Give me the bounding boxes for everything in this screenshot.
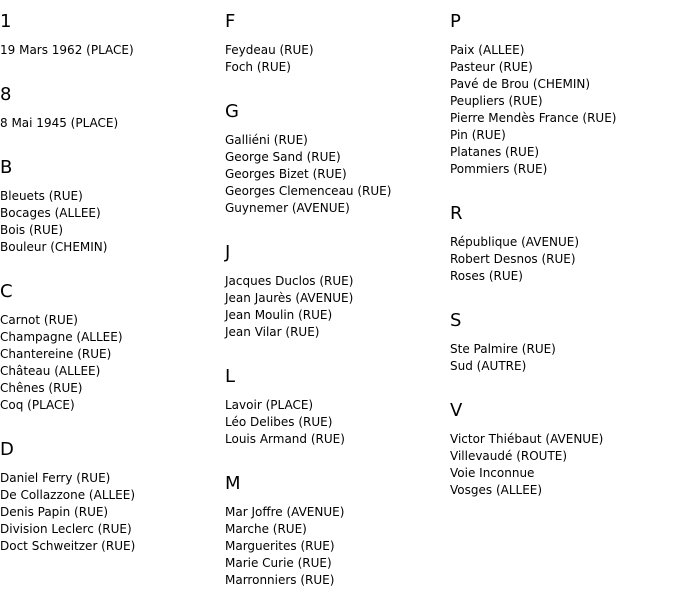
- street-link[interactable]: Ste Palmire (RUE): [450, 342, 556, 356]
- street-link[interactable]: Sud (AUTRE): [450, 359, 527, 373]
- street-list: [450, 234, 675, 285]
- group-spacer: [225, 589, 450, 603]
- letter-heading: D: [0, 439, 14, 460]
- street-link[interactable]: Pavé de Brou (CHEMIN): [450, 77, 591, 91]
- group-spacer: [225, 448, 450, 462]
- letter-group: [0, 11, 225, 73]
- letter-group: [225, 242, 450, 355]
- street-link[interactable]: Marronniers (RUE): [225, 573, 335, 587]
- street-link[interactable]: Georges Bizet (RUE): [225, 167, 347, 181]
- street-link[interactable]: Jean Jaurès (AVENUE): [225, 291, 354, 305]
- letter-group: [0, 84, 225, 146]
- street-link[interactable]: Pin (RUE): [450, 128, 506, 142]
- letter-group: [225, 366, 450, 462]
- street-link[interactable]: République (AVENUE): [450, 235, 580, 249]
- letter-heading: M: [225, 473, 241, 494]
- street-link[interactable]: Lavoir (PLACE): [225, 398, 314, 412]
- street-link[interactable]: Roses (RUE): [450, 269, 523, 283]
- street-link[interactable]: Léo Delibes (RUE): [225, 415, 333, 429]
- street-link[interactable]: Bocages (ALLEE): [0, 206, 101, 220]
- street-column-3: [450, 0, 675, 513]
- letter-group: [225, 473, 450, 603]
- letter-heading: R: [450, 203, 463, 224]
- street-link[interactable]: Bois (RUE): [0, 223, 64, 237]
- street-link[interactable]: Robert Desnos (RUE): [450, 252, 576, 266]
- street-link[interactable]: Bouleur (CHEMIN): [0, 240, 108, 254]
- street-link[interactable]: Carnot (RUE): [0, 313, 78, 327]
- street-link[interactable]: Denis Papin (RUE): [0, 505, 109, 519]
- street-link[interactable]: Pierre Mendès France (RUE): [450, 111, 617, 125]
- street-list: [0, 312, 225, 414]
- letter-heading: 8: [0, 84, 12, 105]
- street-link[interactable]: Feydeau (RUE): [225, 43, 314, 57]
- street-link[interactable]: Peupliers (RUE): [450, 94, 543, 108]
- street-link[interactable]: Georges Clemenceau (RUE): [225, 184, 392, 198]
- street-link[interactable]: Paix (ALLEE): [450, 43, 525, 57]
- group-spacer: [225, 341, 450, 355]
- letter-heading: F: [225, 11, 236, 32]
- street-link[interactable]: Chantereine (RUE): [0, 347, 112, 361]
- street-link[interactable]: Victor Thiébaut (AVENUE): [450, 432, 604, 446]
- letter-heading: S: [450, 310, 462, 331]
- street-link[interactable]: Chênes (RUE): [0, 381, 83, 395]
- letter-group: [0, 281, 225, 428]
- street-link[interactable]: De Collazzone (ALLEE): [0, 488, 136, 502]
- street-list: [0, 188, 225, 256]
- letter-group: [0, 439, 225, 569]
- letter-heading: P: [450, 11, 461, 32]
- street-link[interactable]: Vosges (ALLEE): [450, 483, 543, 497]
- street-list: [225, 132, 450, 217]
- group-spacer: [0, 59, 225, 73]
- street-link[interactable]: Coq (PLACE): [0, 398, 75, 412]
- street-list: [225, 42, 450, 76]
- letter-heading: G: [225, 101, 239, 122]
- street-list: [450, 431, 675, 499]
- street-link[interactable]: Louis Armand (RUE): [225, 432, 345, 446]
- street-link[interactable]: Château (ALLEE): [0, 364, 101, 378]
- street-list: [450, 42, 675, 178]
- street-link[interactable]: Doct Schweitzer (RUE): [0, 539, 136, 553]
- street-link[interactable]: Jean Vilar (RUE): [225, 325, 320, 339]
- street-link[interactable]: Foch (RUE): [225, 60, 291, 74]
- group-spacer: [0, 256, 225, 270]
- street-link[interactable]: Champagne (ALLEE): [0, 330, 123, 344]
- letter-heading: V: [450, 400, 463, 421]
- street-link[interactable]: Marie Curie (RUE): [225, 556, 332, 570]
- letter-heading: J: [225, 242, 231, 263]
- group-spacer: [450, 499, 675, 513]
- letter-heading: B: [0, 157, 13, 178]
- street-link[interactable]: Voie Inconnue: [450, 466, 535, 480]
- letter-group: [450, 11, 675, 192]
- street-list: [225, 504, 450, 589]
- letter-group: [0, 157, 225, 270]
- group-spacer: [225, 217, 450, 231]
- street-link[interactable]: Platanes (RUE): [450, 145, 540, 159]
- street-link[interactable]: Daniel Ferry (RUE): [0, 471, 111, 485]
- group-spacer: [0, 132, 225, 146]
- group-spacer: [450, 178, 675, 192]
- street-link[interactable]: Villevaudé (ROUTE): [450, 449, 568, 463]
- street-link[interactable]: George Sand (RUE): [225, 150, 341, 164]
- letter-heading: 1: [0, 11, 12, 32]
- street-link[interactable]: Bleuets (RUE): [0, 189, 83, 203]
- street-list: [225, 397, 450, 448]
- street-link[interactable]: Marguerites (RUE): [225, 539, 335, 553]
- street-list: [0, 470, 225, 555]
- street-link[interactable]: Pasteur (RUE): [450, 60, 533, 74]
- letter-group: [225, 101, 450, 231]
- group-spacer: [0, 414, 225, 428]
- street-list: [225, 273, 450, 341]
- letter-heading: L: [225, 366, 236, 387]
- letter-group: [225, 11, 450, 90]
- street-column-2: [225, 0, 450, 603]
- street-link[interactable]: Division Leclerc (RUE): [0, 522, 132, 536]
- letter-group: [450, 310, 675, 389]
- street-link[interactable]: Marche (RUE): [225, 522, 307, 536]
- street-link[interactable]: 19 Mars 1962 (PLACE): [0, 43, 134, 57]
- street-link[interactable]: Pommiers (RUE): [450, 162, 548, 176]
- street-link[interactable]: Jean Moulin (RUE): [225, 308, 333, 322]
- street-column-1: [0, 0, 225, 569]
- street-link[interactable]: Mar Joffre (AVENUE): [225, 505, 345, 519]
- street-link[interactable]: Guynemer (AVENUE): [225, 201, 350, 215]
- street-link[interactable]: Jacques Duclos (RUE): [225, 274, 354, 288]
- street-link[interactable]: 8 Mai 1945 (PLACE): [0, 116, 119, 130]
- group-spacer: [0, 555, 225, 569]
- group-spacer: [450, 375, 675, 389]
- letter-group: [450, 400, 675, 513]
- group-spacer: [450, 285, 675, 299]
- letter-group: [450, 203, 675, 299]
- street-link[interactable]: Galliéni (RUE): [225, 133, 308, 147]
- street-list: [450, 341, 675, 375]
- letter-heading: C: [0, 281, 13, 302]
- street-list: [0, 115, 225, 132]
- street-list: [0, 42, 225, 59]
- group-spacer: [225, 76, 450, 90]
